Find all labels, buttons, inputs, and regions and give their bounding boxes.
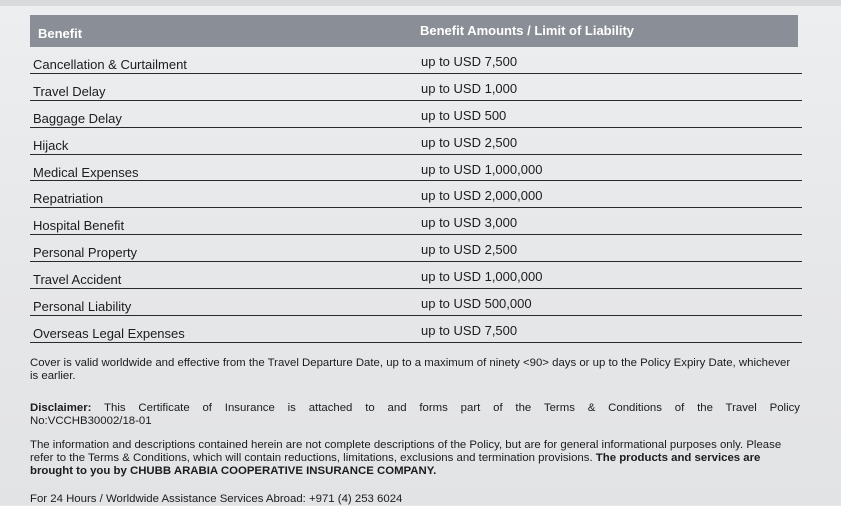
benefit-amount: up to USD 2,500 [421,134,518,150]
table-row [30,181,802,208]
table-header [30,15,798,47]
table-row [30,316,802,343]
benefit-name: Personal Liability [33,299,132,315]
table-row [30,101,802,128]
benefit-amount: up to USD 500 [421,107,507,123]
benefit-amount: up to USD 1,000,000 [421,161,543,177]
header-amount: Benefit Amounts / Limit of Liability [420,23,635,38]
benefit-amount: up to USD 1,000,000 [421,269,543,285]
header-benefit: Benefit [38,26,83,41]
table-row [30,262,802,289]
assistance-note: For 24 Hours / Worldwide Assistance Services Abroad: +971 (4) 253 6024 [30,493,403,505]
benefits-table [30,47,802,343]
benefit-amount: up to USD 2,000,000 [421,188,543,204]
table-row [30,74,802,101]
validity-note: Cover is valid worldwide and effective from the Travel Departure Date, up to a maximum of ninety <90> days or up to the Policy Expiry Date, whichever is earlier. [30,357,791,382]
benefit-amount: up to USD 500,000 [421,296,532,312]
table-row [30,235,802,262]
table-row [30,289,802,316]
benefit-name: Personal Property [33,245,138,261]
table-row [30,128,802,155]
benefit-name: Baggage Delay [33,110,122,126]
benefit-name: Overseas Legal Expenses [33,325,185,341]
benefit-amount: up to USD 7,500 [421,322,518,338]
benefit-name: Travel Delay [33,83,106,99]
table-row [30,155,802,182]
disclaimer-note [30,402,800,428]
benefit-amount: up to USD 3,000 [421,215,518,231]
disclaimer-label: Disclaimer: [30,402,92,414]
top-band [0,0,841,6]
benefit-name: Cancellation & Curtailment [33,57,187,72]
table-row [30,208,802,235]
information-note [30,439,800,478]
benefit-name: Repatriation [33,191,104,207]
benefit-name: Medical Expenses [33,164,139,180]
benefit-name: Travel Accident [33,272,122,288]
benefit-amount: up to USD 1,000 [421,80,518,96]
benefit-name: Hospital Benefit [33,218,125,234]
information-bold: The products and services are brought to you by CHUBB ARABIA COOPERATIVE INSURANCE COMPANY. [30,452,761,477]
benefit-name: Hijack [33,137,69,153]
benefit-amount: up to USD 2,500 [421,242,518,258]
benefit-amount: up to USD 7,500 [421,54,518,69]
table-row [30,47,802,74]
information-text: The information and descriptions contained herein are not complete descriptions of the Policy, but are for general informational purposes only. Please refer to the Terms & Conditions, which will contain reductions, limitations, exclusions and termination provisions. [30,439,782,464]
disclaimer-text: This Certificate of Insurance is attached to and forms part of the Terms & Conditions of the Travel Policy No:VCCHB30002/18-01 [30,402,800,427]
